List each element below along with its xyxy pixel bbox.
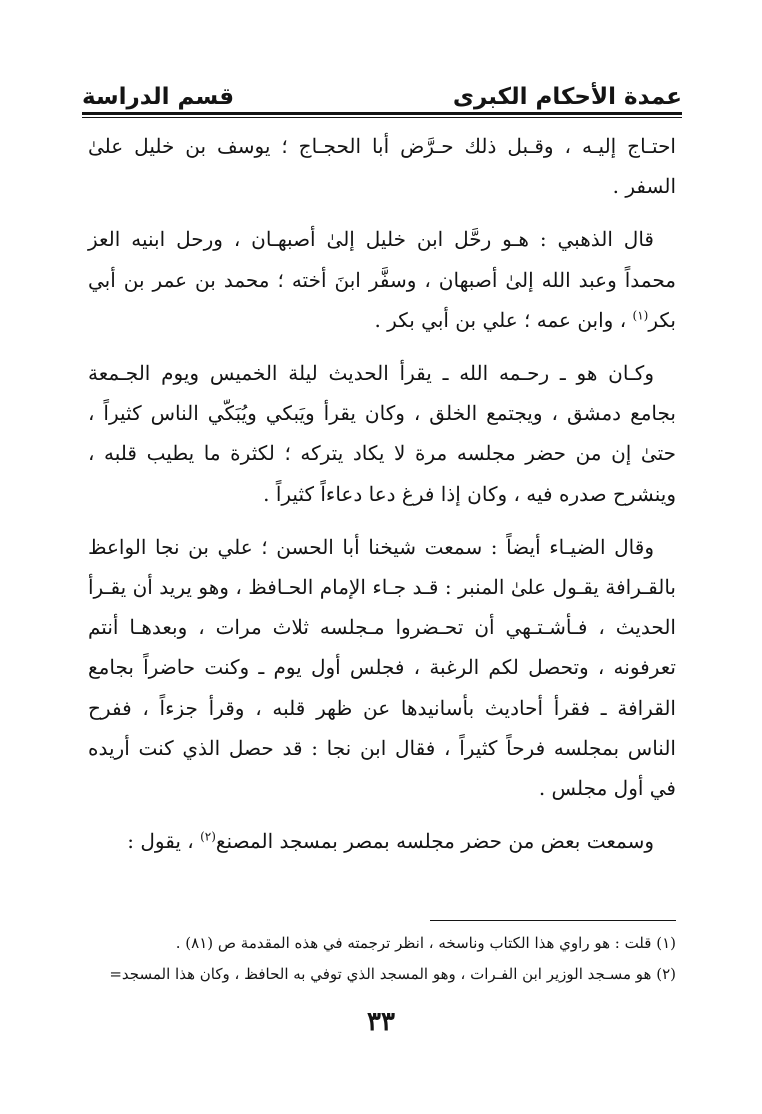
page-number: ٣٣: [367, 1007, 395, 1037]
header-rule: [82, 112, 682, 115]
footnote-separator: [430, 920, 676, 921]
book-title: عمدة الأحكام الكبرى: [452, 84, 682, 110]
footnote: (٢) هو مسـجد الوزير ابن الفـرات ، وهو المسجد الذي توفي به الحافظ ، وكان هذا المسجد=: [109, 965, 676, 983]
paragraph: وقال الضيـاء أيضاً : سمعت شيخنا أبا الحسن ؛ علي بن نجا الواعظ بالقـرافة يقـول علىٰ المنبر : قـد جـاء الإمام الحـافظ ، وهو يريد أن يقـرأ الحديث ، فـأشـتـهي أن تحـضروا مـجلسه ثلاث مرات ، وبعدهـا أنتم تعرفونه ، وتحصل لكم الرغبة ، فجلس أول يوم ـ وكنت حاضراً بجامع القرافة ـ فقرأ أحاديث بأسانيدها عن ظهر قلبه ، وقرأ جزءاً ، ففرح الناس بمجلسه فرحاً كثيراً ، فقال ابن نجا : قد حصل الذي كنت أريده في أول مجلس .: [88, 534, 676, 801]
paragraph: وسمعت بعض من حضر مجلسه بمصر بمسجد المصنع$^{(٢)}$ ، يقول :: [127, 829, 654, 854]
main-text: [88, 126, 676, 861]
section-title: قسم الدراسة: [82, 84, 235, 110]
footnotes: [88, 928, 676, 990]
running-header: [82, 78, 682, 112]
paragraph: احتـاج إليـه ، وقـبل ذلك حـرَّض أبا الحجـاج ؛ يوسف بن خليل علىٰ السفر .: [88, 134, 676, 199]
paragraph: قال الذهبي : هـو رحَّل ابن خليل إلىٰ أصبهـان ، ورحل ابنيه العز محمداً وعبد الله إلىٰ أصبهان ، وسفَّر ابنَ أخته ؛ محمد بن عمر بن أبي بكر$^{(١)}$ ، وابن عمه ؛ علي بن أبي بكر .: [88, 227, 676, 332]
header-rule-thin: [82, 117, 682, 118]
paragraph: وكـان هو ـ رحـمه الله ـ يقرأ الحديث ليلة الخميس ويوم الجـمعة بجامع دمشق ، ويجتمع الخلق ، وكان يقرأ ويَبكي ويُبَكّي الناس كثيراً ، حتىٰ إن من حضر مجلسه مرة لا يكاد يتركه ؛ لكثرة ما يطيب قلبه ، وينشرح صدره فيه ، وكان إذا فرغ دعا دعاءاً كثيراً .: [88, 361, 676, 506]
footnote-marker: (١): [632, 308, 649, 323]
footnote-marker: (٢): [200, 829, 216, 844]
footnote: (١) قلت : هو راوي هذا الكتاب وناسخه ، انظر ترجمته في هذه المقدمة ص (٨١) .: [175, 934, 676, 952]
